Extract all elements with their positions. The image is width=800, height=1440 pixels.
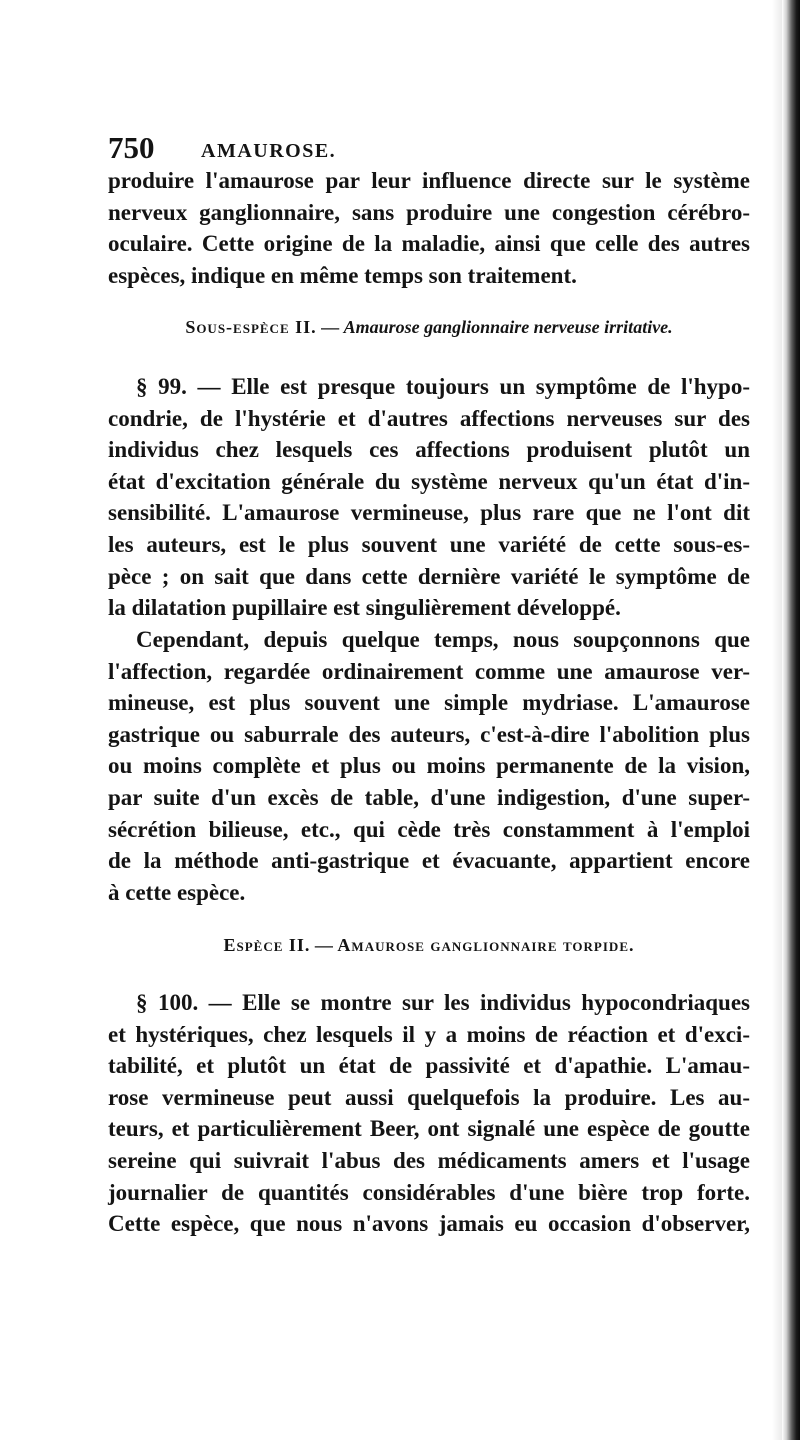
binding-edge — [782, 0, 800, 1440]
text-line: rose vermineuse peut aussi quelquefois la produire. Les au- — [108, 1084, 750, 1110]
page-header — [108, 130, 748, 170]
text-line: par suite d'un excès de table, d'une indigestion, d'une super- — [108, 784, 750, 810]
page-number: 750 — [108, 130, 155, 165]
heading-title: Amaurose ganglionnaire torpide. — [337, 935, 635, 955]
text-line: § 99. — Elle est presque toujours un symptôme de l'hypo- — [136, 374, 750, 399]
opening-paragraph — [108, 165, 750, 291]
text-line: espèces, indique en même temps son traitement. — [108, 262, 577, 288]
heading-dash: — — [321, 317, 340, 337]
text-line: § 100. — Elle se montre sur les individus hypocondriaques — [136, 990, 750, 1015]
text-line: produire l'amaurose par leur influence directe sur le système — [108, 168, 750, 193]
text-line: individus chez lesquels ces affections produisent plutôt un — [108, 437, 750, 463]
text-line: la dilatation pupillaire est singulièrement développé. — [108, 595, 621, 621]
heading-label: Espèce II. — [223, 935, 311, 955]
text-line: l'affection, regardée ordinairement comme une amaurose ver- — [108, 658, 750, 684]
paragraph-cependant — [108, 624, 750, 908]
paragraph-section-100 — [108, 987, 750, 1240]
text-line: condrie, de l'hystérie et d'autres affections nerveuses sur des — [108, 405, 750, 431]
text-line: mineuse, est plus souvent une simple mydriase. L'amaurose — [108, 690, 750, 716]
text-line: nerveux ganglionnaire, sans produire une congestion cérébro- — [108, 199, 750, 225]
binding-shadow — [772, 0, 782, 1440]
text-line: et hystériques, chez lesquels il y a moins de réaction et d'exci- — [108, 1021, 750, 1047]
text-line: les auteurs, est le plus souvent une variété de cette sous-es- — [108, 531, 750, 557]
heading-title: Amaurose ganglionnaire nerveuse irritative. — [343, 317, 673, 337]
section-heading-sous-espece-ii — [108, 317, 750, 338]
text-line: sécrétion bilieuse, etc., qui cède très constamment à l'emploi — [108, 816, 750, 842]
text-line: journalier de quantités considérables d'une bière trop forte. — [108, 1179, 750, 1205]
section-heading-espece-ii — [108, 935, 750, 956]
text-line: sensibilité. L'amaurose vermineuse, plus rare que ne l'ont dit — [108, 500, 750, 526]
text-line: Cependant, depuis quelque temps, nous soupçonnons que — [136, 627, 750, 652]
text-line: Cette espèce, que nous n'avons jamais eu occasion d'observer, — [108, 1211, 750, 1237]
running-head: AMAUROSE. — [201, 140, 337, 162]
heading-label: Sous-espèce II. — [185, 317, 317, 337]
text-line: gastrique ou saburrale des auteurs, c'est-à-dire l'abolition plus — [108, 721, 750, 747]
text-line: oculaire. Cette origine de la maladie, ainsi que celle des autres — [108, 231, 750, 257]
text-line: teurs, et particulièrement Beer, ont signalé une espèce de goutte — [108, 1116, 750, 1142]
text-line: à cette espèce. — [108, 879, 246, 905]
text-line: état d'excitation générale du système nerveux qu'un état d'in- — [108, 468, 750, 494]
text-line: tabilité, et plutôt un état de passivité et d'apathie. L'amau- — [108, 1053, 750, 1079]
paragraph-section-99 — [108, 371, 750, 624]
text-line: ou moins complète et plus ou moins permanente de la vision, — [108, 753, 750, 779]
text-line: pèce ; on sait que dans cette dernière variété le symptôme de — [108, 563, 750, 589]
heading-dash: — — [314, 935, 333, 955]
text-line: de la méthode anti-gastrique et évacuante, appartient encore — [108, 848, 750, 874]
text-line: sereine qui suivrait l'abus des médicaments amers et l'usage — [108, 1147, 750, 1173]
